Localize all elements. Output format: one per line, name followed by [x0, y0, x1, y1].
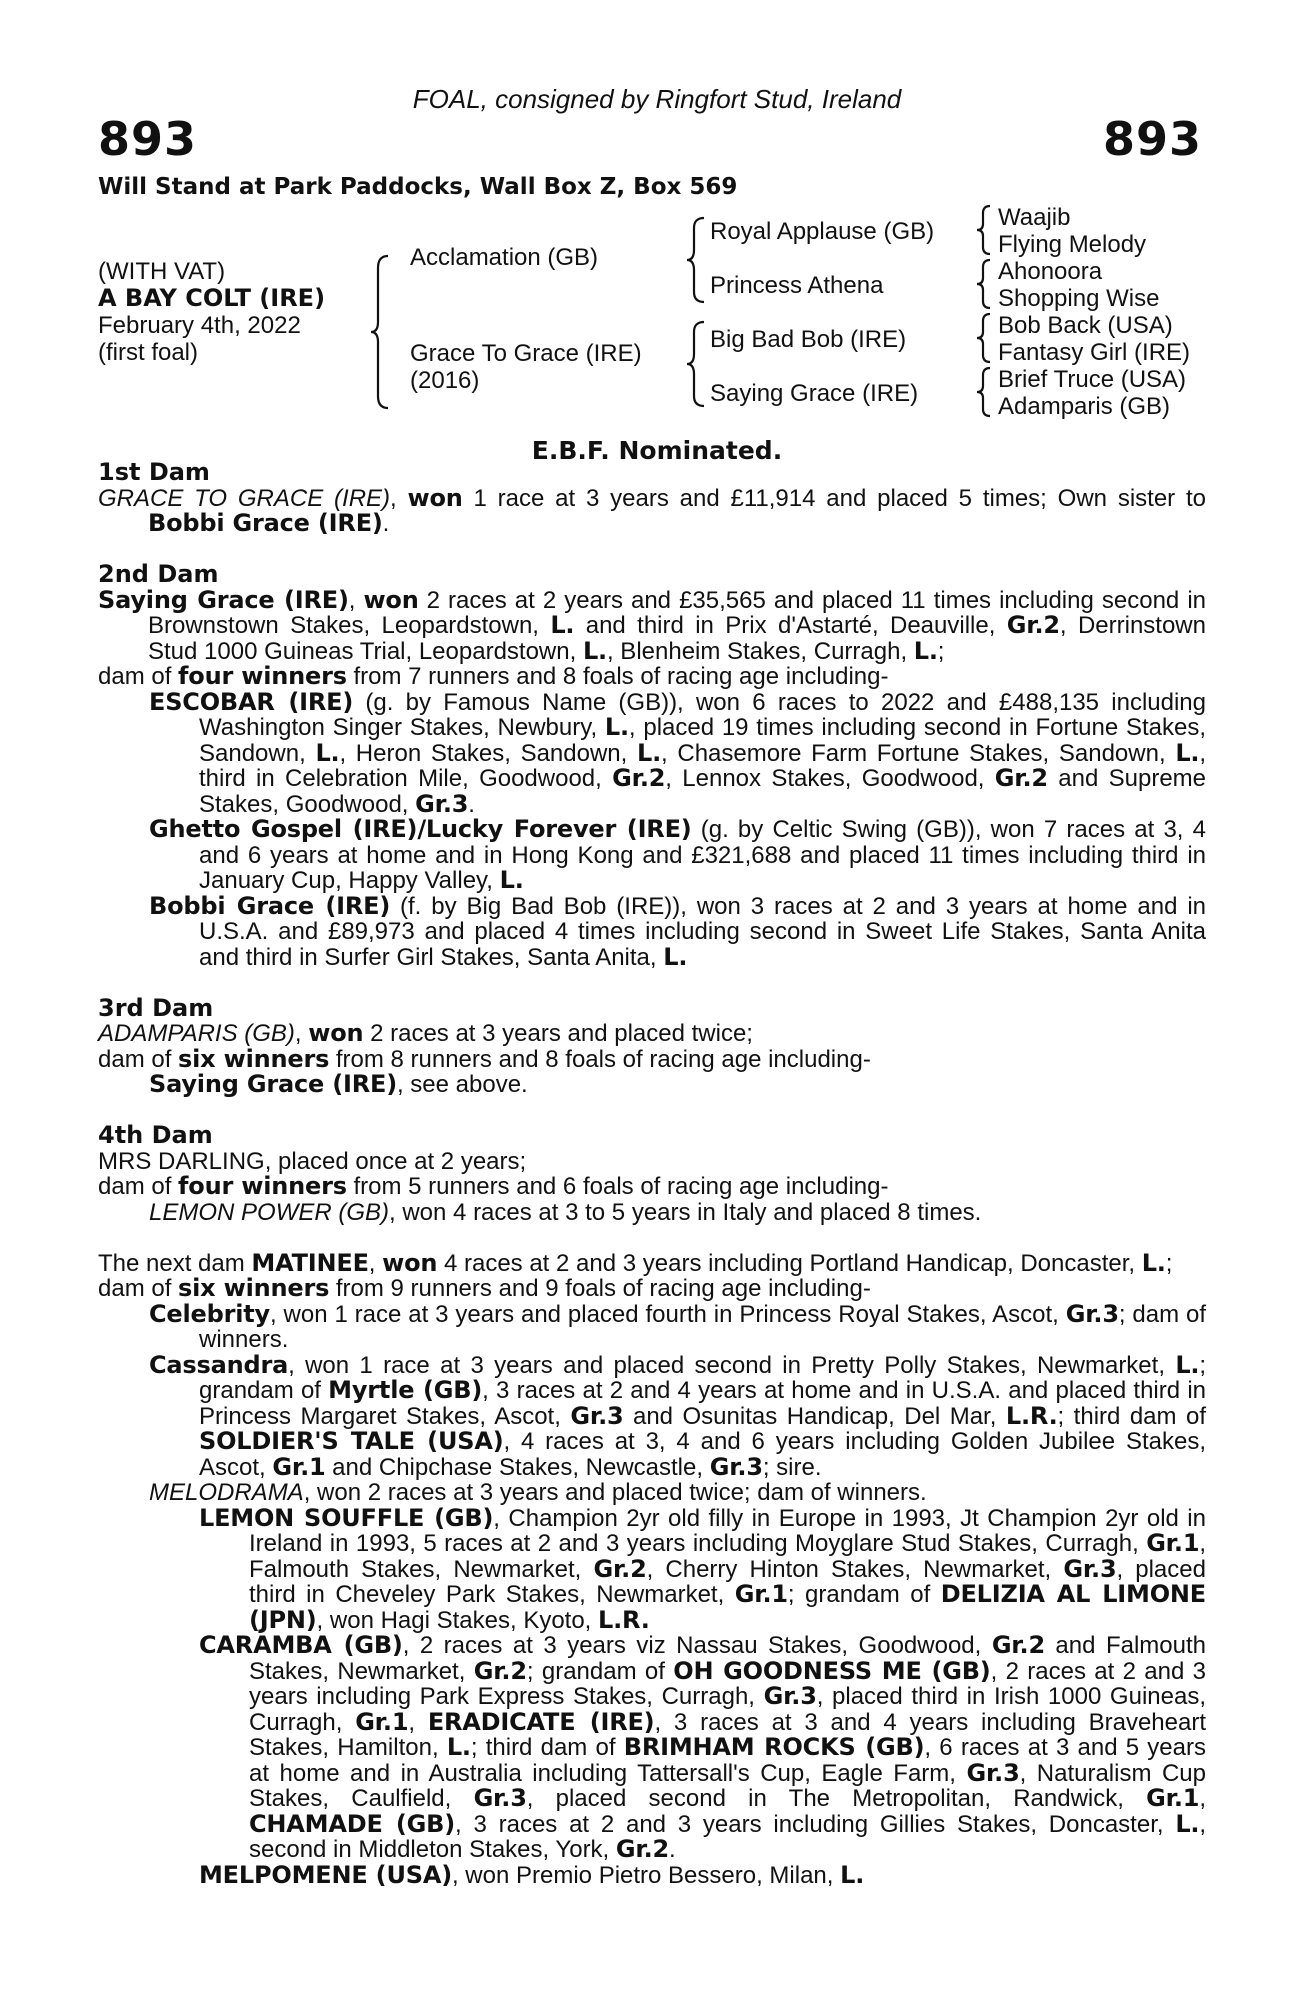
italic-text: GRACE TO GRACE (IRE) [98, 484, 391, 512]
text-run: , won 2 races at 3 years and placed twice; dam of winners. [303, 1479, 927, 1506]
text-run: , Heron Stakes, Sandown, [339, 739, 637, 767]
family-section [98, 1098, 1206, 1226]
bold-text: Gr.3 [473, 1784, 527, 1812]
dam-sire-name: Big Bad Bob (IRE) [710, 326, 907, 353]
dam-dam-name: Saying Grace (IRE) [710, 380, 919, 407]
family-paragraph [98, 1503, 1206, 1634]
text-run: , Derrinstown Stud 1000 Guineas Trial, Leopardstown, [148, 612, 1206, 665]
bold-text: L. [1175, 1809, 1200, 1838]
lot-number-right: 893 [1102, 112, 1202, 166]
family-paragraph [98, 585, 1206, 665]
text-run: , placed third in Cheveley Park Stakes, Newmarket, [249, 1555, 1206, 1608]
bold-text: OH GOODNESS ME (GB) [673, 1656, 991, 1685]
bold-text: L. [1175, 1350, 1200, 1379]
bold-text: Gr.2 [612, 764, 666, 792]
bold-text: DELIZIA AL LIMONE (JPN) [249, 1580, 1206, 1634]
bold-text: Gr.2 [593, 1554, 647, 1583]
pedigree-bracket-g3-1 [976, 204, 992, 256]
pedigree-bracket-g3-4 [976, 366, 992, 418]
bold-text: Gr.2 [991, 1631, 1045, 1659]
family-paragraph [98, 687, 1207, 818]
section-heading: 2nd Dam [98, 560, 219, 588]
text-run: , Chasemore Farm Fortune Stakes, Sandown, [661, 739, 1176, 767]
text-run: ; dam of winners. [199, 1300, 1206, 1353]
section-heading: 4th Dam [98, 1121, 213, 1149]
bold-text: Gr.1 [355, 1707, 409, 1736]
dam-year: (2016) [410, 367, 480, 394]
bold-text: L.R. [598, 1605, 650, 1634]
g3-ancestor: Shopping Wise [998, 285, 1160, 312]
stand-location: Will Stand at Park Paddocks, Wall Box Z, Box 569 [98, 174, 738, 200]
family-paragraph [98, 1044, 1206, 1073]
text-run: , second in Middleton Stakes, York, [249, 1810, 1206, 1863]
bold-text: L. [315, 738, 340, 767]
family-paragraph [98, 483, 1206, 537]
bold-text: ERADICATE (IRE) [427, 1707, 655, 1736]
bold-text: Saying Grace (IRE) [149, 1070, 397, 1098]
family-paragraph [98, 1276, 1206, 1302]
text-run: 1 race at 3 years and £11,914 and placed 5 times; Own sister to [462, 484, 1206, 512]
bold-text: Celebrity [149, 1299, 270, 1328]
text-run: , [294, 1020, 309, 1047]
bold-text: L. [446, 1733, 471, 1761]
text-run: . [382, 510, 390, 537]
bold-text: Gr.3 [709, 1452, 763, 1481]
bold-text: won [308, 1019, 364, 1047]
bold-text: six winners [178, 1274, 330, 1302]
text-run: , Falmouth Stakes, Newmarket, [249, 1530, 1206, 1583]
text-run: (g. by Famous Name (GB)), won 6 races to 2022 and £488,135 including Washington Singer Stakes, Newbury, [199, 688, 1207, 741]
text-run: dam of [98, 1173, 179, 1200]
italic-text: ADAMPARIS (GB) [98, 1020, 295, 1047]
text-run: , 6 races at 3 and 5 years at home and in Australia including Tattersall's Cup, Eagle Farm, [249, 1734, 1206, 1787]
family-paragraph [98, 1633, 1206, 1863]
text-run: , Blenheim Stakes, Curragh, [606, 637, 914, 665]
bold-text: six winners [178, 1044, 330, 1073]
bold-text: Gr.3 [415, 789, 469, 818]
bold-text: ESCOBAR (IRE) [149, 687, 354, 716]
bold-text: Bobbi Grace (IRE) [149, 891, 391, 920]
text-run: , won 1 race at 3 years and placed second in Pretty Polly Stakes, Newmarket, [288, 1351, 1176, 1379]
family-section [98, 537, 1206, 971]
family-paragraph [98, 817, 1206, 894]
italic-text: MELODRAMA [149, 1479, 304, 1506]
section-heading: 1st Dam [98, 458, 210, 486]
bold-text: MATINEE [251, 1248, 369, 1277]
family-paragraph [98, 1480, 1206, 1506]
pedigree-bracket-main [370, 254, 390, 410]
bold-text: MELPOMENE (USA) [199, 1860, 452, 1889]
text-run: , 2 races at 2 and 3 years including Park Express Stakes, Curragh, [249, 1657, 1206, 1710]
text-run: , [1199, 1785, 1206, 1812]
g3-ancestor: Bob Back (USA) [998, 312, 1173, 339]
family-paragraph [98, 1174, 1206, 1200]
family-paragraph [98, 1299, 1206, 1353]
bold-text: L. [1141, 1248, 1166, 1277]
text-run: , [368, 1249, 383, 1277]
section-heading: 3rd Dam [98, 993, 214, 1022]
text-run: MRS DARLING, placed once at 2 years; [98, 1147, 527, 1175]
text-run: from 8 runners and 8 foals of racing age including- [329, 1045, 871, 1073]
section-gap [98, 1225, 1206, 1251]
pedigree-bracket-dam [686, 320, 706, 408]
text-run: , Naturalism Cup Stakes, Caulfield, [249, 1759, 1206, 1812]
bold-text: L. [499, 866, 524, 894]
g3-ancestor: Adamparis (GB) [998, 393, 1171, 420]
text-run: , see above. [396, 1071, 528, 1098]
bold-text: L. [582, 636, 607, 665]
text-run: ; third dam of [470, 1734, 624, 1761]
bold-text: Gr.2 [1006, 611, 1060, 639]
section-gap [98, 1098, 1206, 1124]
bold-text: Gr.1 [1146, 1784, 1200, 1812]
text-run: (g. by Celtic Swing (GB)), won 7 races at 3, 4 and 6 years at home and in Hong Kong and £321,688 and placed 11 times including third in January Cup, Happy Valley, [199, 816, 1206, 894]
pedigree-bracket-g3-3 [976, 312, 992, 364]
text-run: , Lennox Stakes, Goodwood, [665, 765, 995, 792]
g3-ancestor: Fantasy Girl (IRE) [998, 339, 1191, 366]
bold-text: won [407, 483, 463, 512]
bold-text: Cassandra [149, 1350, 289, 1379]
text-run: , Champion 2yr old filly in Europe in 1993, Jt Champion 2yr old in Ireland in 1993, 5 races at 2 and 3 years including Moyglare Stud Stakes, Curragh, [249, 1504, 1206, 1557]
family-section [98, 460, 1206, 537]
text-run: , 2 races at 3 years viz Nassau Stakes, Goodwood, [402, 1632, 992, 1659]
text-run: , placed second in The Metropolitan, Randwick, [526, 1785, 1147, 1812]
family-paragraph [98, 664, 1206, 690]
text-run: dam of [98, 1275, 179, 1302]
text-run: ; third dam of [1057, 1402, 1207, 1430]
text-run: and Chipchase Stakes, Newcastle, [325, 1453, 710, 1481]
text-run: , 4 races at 3, 4 and 6 years including Golden Jubilee Stakes, Ascot, [199, 1428, 1206, 1481]
ebf-nomination: E.B.F. Nominated. [531, 436, 783, 465]
text-run: , Cherry Hinton Stakes, Newmarket, [646, 1555, 1064, 1583]
bold-text: L. [840, 1860, 865, 1889]
bold-text: L. [604, 713, 629, 741]
bold-text: Gr.3 [966, 1758, 1020, 1787]
bold-text: CHAMADE (GB) [249, 1809, 456, 1838]
text-run: and Osunitas Handicap, Del Mar, [623, 1402, 1006, 1430]
section-gap [98, 970, 1206, 996]
bold-text: Gr.2 [473, 1656, 527, 1685]
bold-text: LEMON SOUFFLE (GB) [199, 1503, 494, 1532]
foal-note: (first foal) [98, 339, 199, 366]
bold-text: CARAMBA (GB) [199, 1631, 403, 1659]
text-run: , [408, 1708, 428, 1736]
text-run: and third in Prix d'Astarté, Deauville, [574, 612, 1007, 639]
text-run: , won Hagi Stakes, Kyoto, [316, 1606, 599, 1634]
bold-text: Saying Grace (IRE) [98, 585, 349, 614]
text-run: , placed third in Irish 1000 Guineas, Curragh, [249, 1683, 1206, 1736]
family-paragraph [98, 1200, 1206, 1226]
bold-text: Bobbi Grace (IRE) [148, 509, 383, 537]
bold-text: four winners [178, 662, 347, 690]
text-run: 2 races at 3 years and placed twice; [363, 1020, 753, 1047]
bold-text: won [382, 1248, 438, 1277]
consignment-line: FOAL, consigned by Ringfort Stud, Ireland [412, 84, 902, 114]
family-paragraph [98, 1350, 1207, 1481]
g3-ancestor: Waajib [998, 204, 1071, 231]
text-run: ; grandam of [526, 1657, 674, 1685]
family-section [98, 1225, 1206, 1888]
bold-text: L. [637, 738, 662, 767]
pedigree-bracket-g3-2 [976, 258, 992, 310]
text-run: dam of [98, 1045, 179, 1073]
text-run: , placed 19 times including second in Fortune Stakes, Sandown, [199, 714, 1206, 767]
text-run: . [468, 790, 475, 818]
foaling-date: February 4th, 2022 [98, 312, 301, 339]
bold-text: L. [1175, 738, 1200, 767]
text-run: from 5 runners and 6 foals of racing age including- [346, 1173, 889, 1200]
family-paragraph [98, 1072, 1206, 1098]
text-run: (f. by Big Bad Bob (IRE)), won 3 races at 2 and 3 years at home and in U.S.A. and £89,973 and placed 4 times including second in Sweet Life Stakes, Santa Anita and third in Surfer Girl Stakes, Santa Anita, [199, 892, 1206, 971]
bold-text: Gr.2 [994, 764, 1048, 792]
bold-text: Gr.1 [734, 1580, 788, 1608]
text-run: , won 4 races at 3 to 5 years in Italy and placed 8 times. [389, 1198, 982, 1226]
bold-text: Gr.2 [615, 1835, 670, 1863]
text-run: , 3 races at 2 and 3 years including Gillies Stakes, Doncaster, [455, 1810, 1176, 1838]
family-paragraph [98, 1149, 1206, 1175]
bold-text: Ghetto Gospel (IRE)/Lucky Forever (IRE) [149, 815, 692, 843]
bold-text: Gr.1 [272, 1452, 326, 1481]
bold-text: L. [663, 942, 688, 971]
family-paragraph [98, 891, 1206, 971]
text-run: from 9 runners and 9 foals of racing age including- [329, 1275, 871, 1302]
text-run: , [390, 484, 408, 512]
g3-ancestor: Brief Truce (USA) [998, 366, 1187, 393]
g3-ancestor: Flying Melody [998, 231, 1147, 258]
text-run: , 3 races at 3 and 4 years including Braveheart Stakes, Hamilton, [249, 1708, 1206, 1761]
text-run: , third in Celebration Mile, Goodwood, [199, 739, 1206, 792]
sire-dam-name: Princess Athena [710, 272, 884, 299]
bold-text: BRIMHAM ROCKS (GB) [623, 1733, 925, 1761]
g3-ancestor: Ahonoora [998, 258, 1103, 285]
bold-text: four winners [178, 1172, 347, 1200]
text-run: ; sire. [762, 1453, 822, 1481]
bold-text: Myrtle (GB) [328, 1376, 483, 1404]
vat-note: (WITH VAT) [98, 258, 226, 285]
bold-text: Gr.3 [763, 1682, 817, 1710]
text-run: , 3 races at 2 and 4 years at home and in U.S.A. and placed third in Princess Margaret Stakes, Ascot, [199, 1377, 1206, 1430]
horse-name: A BAY COLT (IRE) [98, 284, 326, 312]
text-run: , [348, 586, 364, 614]
text-run: and Supreme Stakes, Goodwood, [199, 765, 1207, 818]
bold-text: Gr.3 [570, 1401, 624, 1430]
text-run: 4 races at 2 and 3 years including Portland Handicap, Doncaster, [437, 1249, 1142, 1277]
italic-text: LEMON POWER (GB) [149, 1198, 390, 1226]
family-section [98, 970, 1206, 1098]
text-run: ; grandam of [199, 1351, 1206, 1404]
sire-sire-name: Royal Applause (GB) [710, 218, 935, 245]
text-run: dam of [98, 663, 179, 690]
bold-text: Gr.1 [1146, 1529, 1200, 1557]
section-gap [98, 537, 1206, 563]
bold-text: won [363, 585, 419, 614]
text-run: ; [937, 637, 945, 665]
text-run: 2 races at 2 years and £35,565 and placed 11 times including second in Brownstown Stakes, Leopardstown, [148, 586, 1206, 639]
text-run: ; [1165, 1249, 1173, 1277]
bold-text: L. [913, 636, 938, 665]
family-paragraph [98, 1248, 1206, 1277]
text-run: and Falmouth Stakes, Newmarket, [249, 1632, 1207, 1685]
text-run: The next dam [98, 1249, 252, 1277]
bold-text: Gr.3 [1063, 1554, 1117, 1583]
text-run: ; grandam of [787, 1581, 941, 1608]
text-run: , won Premio Pietro Bessero, Milan, [451, 1861, 841, 1889]
bold-text: Gr.3 [1065, 1299, 1119, 1328]
text-run: from 7 runners and 8 foals of racing age including- [346, 663, 889, 690]
lot-number-left: 893 [98, 112, 198, 166]
text-run: , won 1 race at 3 years and placed fourth in Princess Royal Stakes, Ascot, [269, 1300, 1066, 1328]
text-run: . [669, 1836, 676, 1863]
dam-name: Grace To Grace (IRE) [410, 340, 642, 367]
bold-text: SOLDIER'S TALE (USA) [199, 1427, 504, 1455]
family-body [98, 460, 1206, 1888]
sire-name: Acclamation (GB) [410, 244, 599, 271]
pedigree-bracket-sire [686, 216, 706, 304]
bold-text: L. [550, 611, 575, 639]
family-paragraph [98, 1021, 1206, 1047]
family-paragraph [98, 1860, 1206, 1889]
bold-text: L.R. [1005, 1401, 1058, 1430]
